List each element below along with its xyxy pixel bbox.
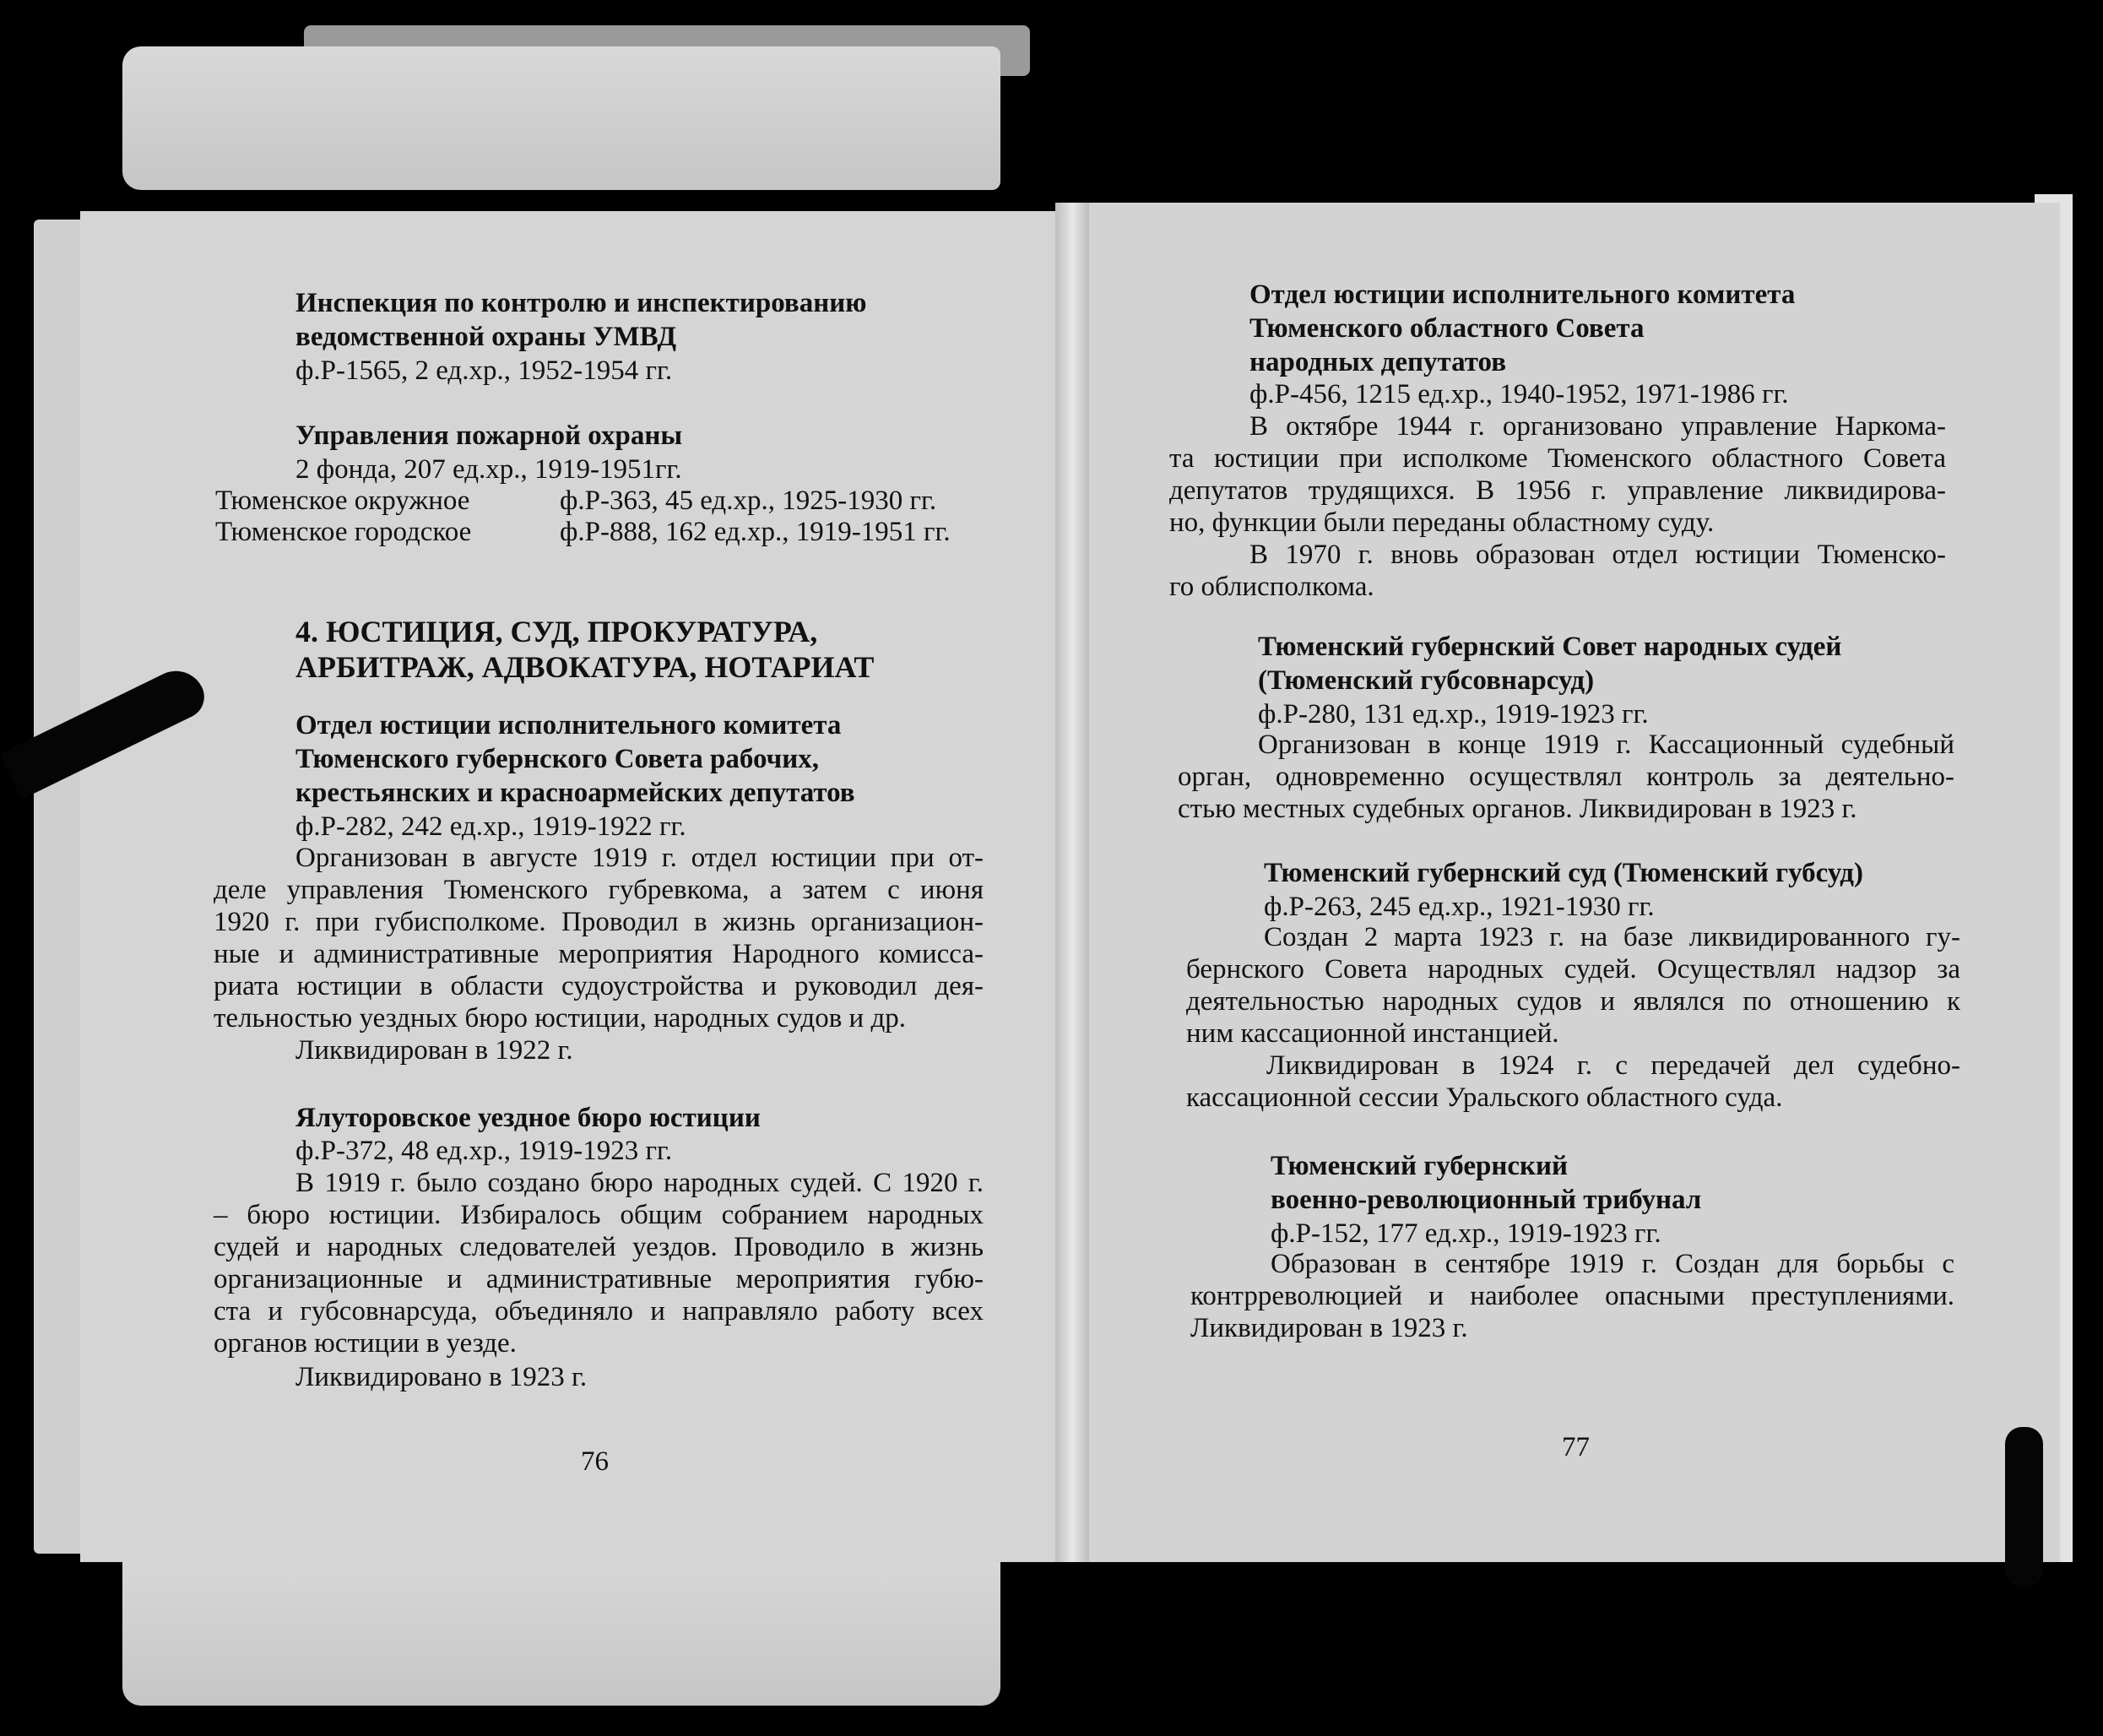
- body-line: Образован в сентябре 1919 г. Создан для борьбы с: [1271, 1249, 1954, 1279]
- left-heading-1-line-2: ведомственной охраны УМВД: [295, 322, 677, 352]
- section-title-line-2: АРБИТРАЖ, АДВОКАТУРА, НОТАРИАТ: [295, 650, 875, 684]
- body-line: деле управления Тюменского губревкома, а затем с июня: [214, 875, 984, 905]
- fund-row-name: Тюменское городское: [215, 517, 472, 547]
- left-page-number: 76: [581, 1446, 609, 1477]
- right-heading-3: Тюменский губернский суд (Тюменский губсуд): [1264, 858, 1863, 888]
- body-line: та юстиции при исполкоме Тюменского областного Совета: [1169, 443, 1946, 474]
- fund-row-name: Тюменское окружное: [215, 486, 470, 516]
- body-line: Ликвидирован в 1924 г. с передачей дел судебно-: [1266, 1050, 1960, 1081]
- body-line: деятельностью народных судов и являлся по отношению к: [1186, 986, 1960, 1017]
- bookmark-clip-right: [2005, 1427, 2043, 1587]
- body-line: депутатов трудящихся. В 1956 г. управление ликвидирова-: [1169, 475, 1946, 506]
- body-line: бернского Совета народных судей. Осуществлял надзор за: [1186, 954, 1960, 985]
- body-line: Организован в конце 1919 г. Кассационный судебный: [1258, 730, 1954, 760]
- left-fund-ref-2: 2 фонда, 207 ед.хр., 1919-1951гг.: [295, 454, 682, 485]
- top-book-stack: [122, 46, 1000, 190]
- body-line: риата юстиции в области судоустройства и руководил дея-: [214, 971, 984, 1001]
- body-line: В 1970 г. вновь образован отдел юстиции Тюменско-: [1249, 540, 1946, 570]
- body-line: орган, одновременно осуществлял контроль за деятельно-: [1178, 762, 1954, 792]
- left-fund-ref-1: ф.Р-1565, 2 ед.хр., 1952-1954 гг.: [295, 355, 673, 386]
- body-line: Ликвидировано в 1923 г.: [295, 1362, 588, 1392]
- left-heading-3-line-1: Отдел юстиции исполнительного комитета: [295, 710, 842, 741]
- left-heading-4: Ялуторовское уездное бюро юстиции: [295, 1103, 761, 1133]
- right-fund-ref-4: ф.Р-152, 177 ед.хр., 1919-1923 гг.: [1271, 1218, 1661, 1249]
- body-line: тельностью уездных бюро юстиции, народных судов и др.: [214, 1003, 907, 1033]
- body-line: органов юстиции в уезде.: [214, 1328, 517, 1359]
- body-line: кассационной сессии Уральского областного суда.: [1186, 1082, 1783, 1113]
- left-heading-1-line-1: Инспекция по контролю и инспектированию: [295, 288, 867, 318]
- right-fund-ref-2: ф.Р-280, 131 ед.хр., 1919-1923 гг.: [1258, 699, 1649, 730]
- right-heading-1-line-2: Тюменского областного Совета: [1249, 313, 1645, 344]
- right-page-number: 77: [1562, 1432, 1590, 1462]
- book-gutter: [1055, 203, 1089, 1562]
- body-line: но, функции были переданы областному суду.: [1169, 507, 1715, 538]
- body-line: В 1919 г. было создано бюро народных судей. С 1920 г.: [295, 1168, 984, 1198]
- bottom-book-stack: [122, 1554, 1000, 1706]
- left-heading-3-line-3: крестьянских и красноармейских депутатов: [295, 778, 855, 808]
- right-heading-2-line-2: (Тюменский губсовнарсуд): [1258, 665, 1595, 696]
- right-heading-1-line-3: народных депутатов: [1249, 347, 1507, 377]
- body-line: ста и губсовнарсуда, объединяло и направляло работу всех: [214, 1296, 984, 1326]
- right-heading-2-line-1: Тюменский губернский Совет народных судей: [1258, 632, 1842, 662]
- body-line: ные и административные мероприятия Народного комисса-: [214, 939, 984, 969]
- body-line: Ликвидирован в 1922 г.: [295, 1035, 573, 1066]
- body-line: В октябре 1944 г. организовано управление Наркома-: [1249, 411, 1946, 442]
- body-line: Ликвидирован в 1923 г.: [1190, 1313, 1468, 1343]
- body-line: 1920 г. при губисполкоме. Проводил в жизнь организацион-: [214, 907, 984, 937]
- left-fund-ref-4: ф.Р-372, 48 ед.хр., 1919-1923 гг.: [295, 1136, 673, 1166]
- section-title-line-1: 4. ЮСТИЦИЯ, СУД, ПРОКУРАТУРА,: [295, 615, 818, 648]
- fund-row-ref: ф.Р-888, 162 ед.хр., 1919-1951 гг.: [560, 517, 951, 547]
- body-line: стью местных судебных органов. Ликвидирован в 1923 г.: [1178, 794, 1857, 824]
- body-line: контрреволюцией и наиболее опасными преступлениями.: [1190, 1281, 1954, 1311]
- body-line: судей и народных следователей уездов. Проводило в жизнь: [214, 1232, 984, 1262]
- left-fund-ref-3: ф.Р-282, 242 ед.хр., 1919-1922 гг.: [295, 811, 686, 842]
- body-line: Организован в августе 1919 г. отдел юстиции при от-: [295, 843, 984, 873]
- body-line: – бюро юстиции. Избиралось общим собранием народных: [214, 1200, 984, 1230]
- fund-row-ref: ф.Р-363, 45 ед.хр., 1925-1930 гг.: [560, 486, 937, 516]
- body-line: Создан 2 марта 1923 г. на базе ликвидированного гу-: [1264, 922, 1960, 952]
- right-heading-4-line-1: Тюменский губернский: [1271, 1151, 1569, 1181]
- left-heading-3-line-2: Тюменского губернского Совета рабочих,: [295, 744, 819, 774]
- right-heading-1-line-1: Отдел юстиции исполнительного комитета: [1249, 279, 1796, 310]
- body-line: го облисполкома.: [1169, 572, 1374, 602]
- right-fund-ref-1: ф.Р-456, 1215 ед.хр., 1940-1952, 1971-1986 гг.: [1249, 379, 1789, 410]
- right-heading-4-line-2: военно-революционный трибунал: [1271, 1185, 1702, 1215]
- left-heading-2: Управления пожарной охраны: [295, 420, 683, 451]
- right-fund-ref-3: ф.Р-263, 245 ед.хр., 1921-1930 гг.: [1264, 892, 1655, 922]
- body-line: организационные и административные мероприятия губю-: [214, 1264, 984, 1294]
- body-line: ним кассационной инстанцией.: [1186, 1018, 1559, 1049]
